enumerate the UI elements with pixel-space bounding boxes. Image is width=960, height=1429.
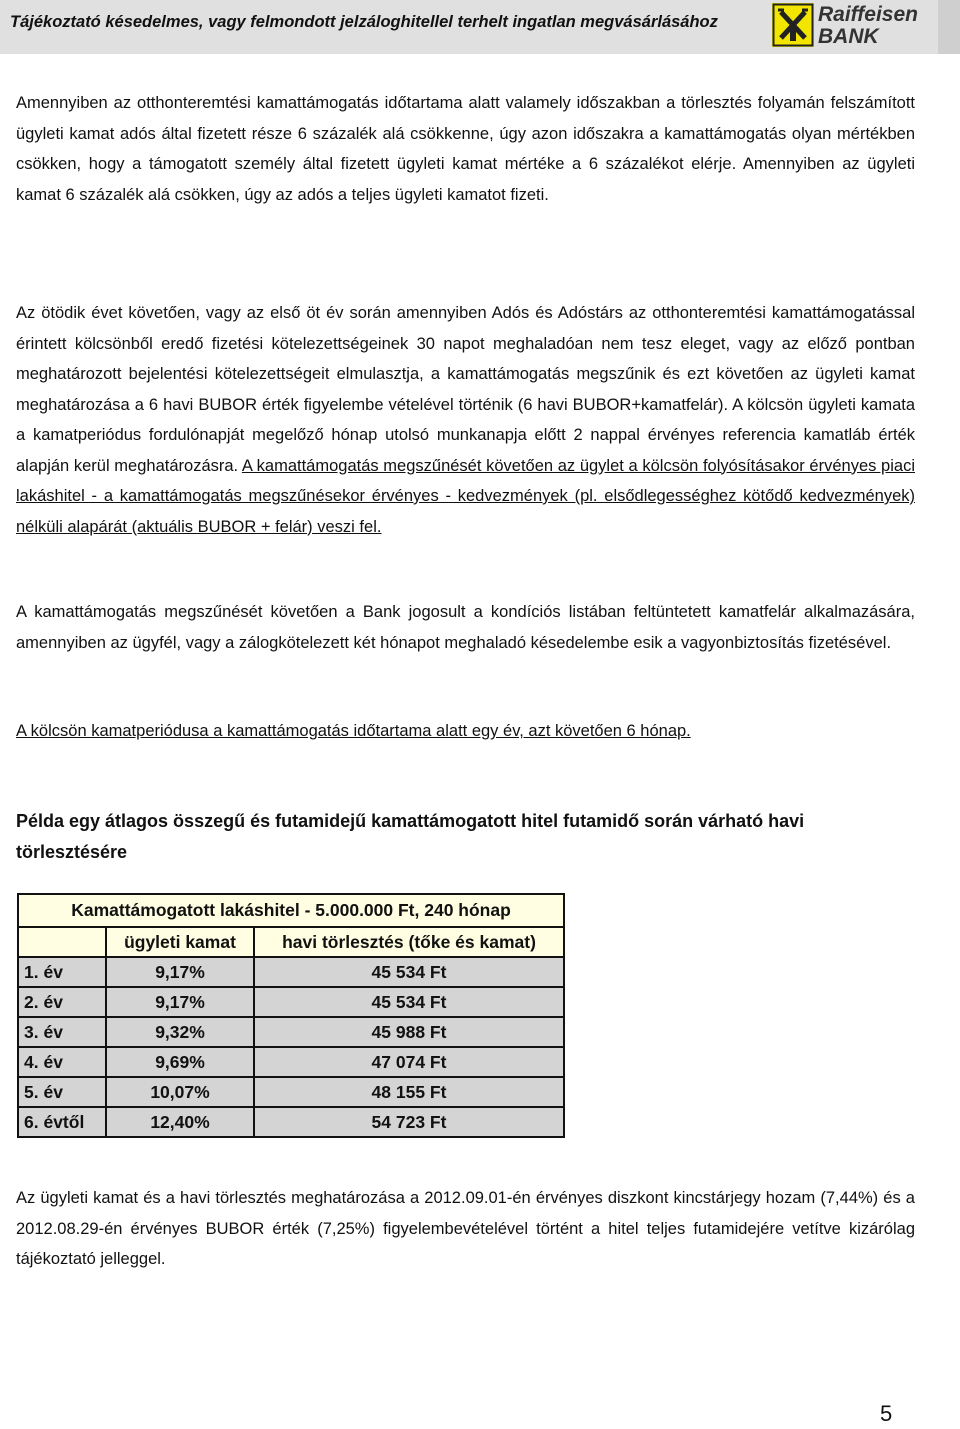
row-rate: 10,07%	[106, 1077, 254, 1107]
paragraph-subsidy-termination-underlined: A kamattámogatás megszűnését követően az ügylet a kölcsön folyósításakor érvényes piaci lakáshitel - a kamattámogatás megszűnésekor érvényes - kedvezmények (pl. elsődlegességhez kötődő kedvezmények) nélküli alapárát (aktuális BUBOR + felár) veszi fel.	[16, 456, 915, 536]
row-rate: 9,69%	[106, 1047, 254, 1077]
paragraph-interest-period: A kölcsön kamatperiódusa a kamattámogatás időtartama alatt egy év, azt követően 6 hónap.	[16, 722, 691, 740]
logo-text-raiffeisen: Raiffeisen	[818, 3, 918, 26]
table-header-empty	[18, 927, 106, 957]
paragraph-subsidy-termination-text: Az ötödik évet követően, vagy az első öt év során amennyiben Adós és Adóstárs az otthonteremtési kamattámogatással érintett kölcsönből eredő fizetési kötelezettségeinek 30 napot meghaladóan nem tesz eleget, vagy az előző pontban meghatározott bejelentési kötelezettségeit elmulasztja, a kamattámogatás megszűnik és ezt követően az ügyleti kamat meghatározása a 6 havi BUBOR érték figyelembe vételével történik (6 havi BUBOR+kamatfelár). A kölcsön ügyleti kamata a kamatperiódus fordulónapját megelőző hónap utolsó munkanapja előtt 2 nappal érvényes referencia kamatláb érték alapján kerül meghatározásra.	[16, 304, 915, 475]
example-heading: Példa egy átlagos összegű és futamidejű kamattámogatott hitel futamidő során várható havi törlesztésére	[16, 811, 805, 862]
paragraph-calculation-note: Az ügyleti kamat és a havi törlesztés meghatározása a 2012.09.01-én érvényes diszkont kincstárjegy hozam (7,44%) és a 2012.08.29-én érvényes BUBOR érték (7,25%) figyelembevételével történt a hitel teljes futamidejére vetítve kizárólag tájékoztató jelleggel.	[16, 1189, 915, 1268]
row-rate: 9,32%	[106, 1017, 254, 1047]
paragraph-interest-subsidy: Amennyiben az otthonteremtési kamattámogatás időtartama alatt valamely időszakban a törlesztés folyamán felszámított ügyleti kamat adós által fizetett része 6 százalék alá csökkenne, úgy azon időszakra a kamattámogatás olyan mértékben csökken, hogy a támogatott személy által fizetett ügyleti kamat mértéke a 6 százalékot elérje. Amennyiben az ügyleti kamat 6 százalék alá csökken, úgy az adós a teljes ügyleti kamatot fizeti.	[16, 94, 915, 204]
row-payment: 45 534 Ft	[254, 987, 564, 1017]
paragraph-bank-surcharge: A kamattámogatás megszűnését követően a Bank jogosult a kondíciós listában feltüntetett kamatfelár alkalmazására, amennyiben az ügyfél, vagy a zálogkötelezett két hónapot meghaladó késedelembe esik a vagyonbiztosítás fizetésével.	[16, 603, 915, 652]
row-payment: 45 988 Ft	[254, 1017, 564, 1047]
logo-text-bank: BANK	[818, 25, 879, 48]
row-rate: 9,17%	[106, 957, 254, 987]
table-header-payment: havi törlesztés (tőke és kamat)	[254, 927, 564, 957]
row-payment: 48 155 Ft	[254, 1077, 564, 1107]
table-row	[18, 1017, 564, 1047]
table-title: Kamattámogatott lakáshitel - 5.000.000 Ft, 240 hónap	[18, 894, 564, 927]
page-number: 5	[880, 1401, 893, 1426]
table-row	[18, 987, 564, 1017]
row-rate: 9,17%	[106, 987, 254, 1017]
table-row	[18, 957, 564, 987]
table-header-rate: ügyleti kamat	[106, 927, 254, 957]
row-year: 5. év	[18, 1077, 106, 1107]
header-edge	[938, 0, 960, 54]
row-payment: 45 534 Ft	[254, 957, 564, 987]
row-year: 6. évtől	[18, 1107, 106, 1137]
table-header-row	[18, 927, 564, 957]
row-rate: 12,40%	[106, 1107, 254, 1137]
repayment-table	[17, 893, 565, 1138]
row-payment: 47 074 Ft	[254, 1047, 564, 1077]
raiffeisen-gable-icon	[772, 3, 814, 47]
paragraph-subsidy-termination	[16, 298, 915, 542]
page-header	[0, 0, 960, 54]
header-title: Tájékoztató késedelmes, vagy felmondott jelzáloghitellel terhelt ingatlan megvásárlásához	[10, 13, 718, 31]
row-year: 1. év	[18, 957, 106, 987]
row-year: 3. év	[18, 1017, 106, 1047]
row-year: 4. év	[18, 1047, 106, 1077]
row-year: 2. év	[18, 987, 106, 1017]
table-row	[18, 1107, 564, 1137]
table-row	[18, 1047, 564, 1077]
raiffeisen-logo	[772, 3, 922, 49]
table-title-row	[18, 894, 564, 927]
table-row	[18, 1077, 564, 1107]
row-payment: 54 723 Ft	[254, 1107, 564, 1137]
